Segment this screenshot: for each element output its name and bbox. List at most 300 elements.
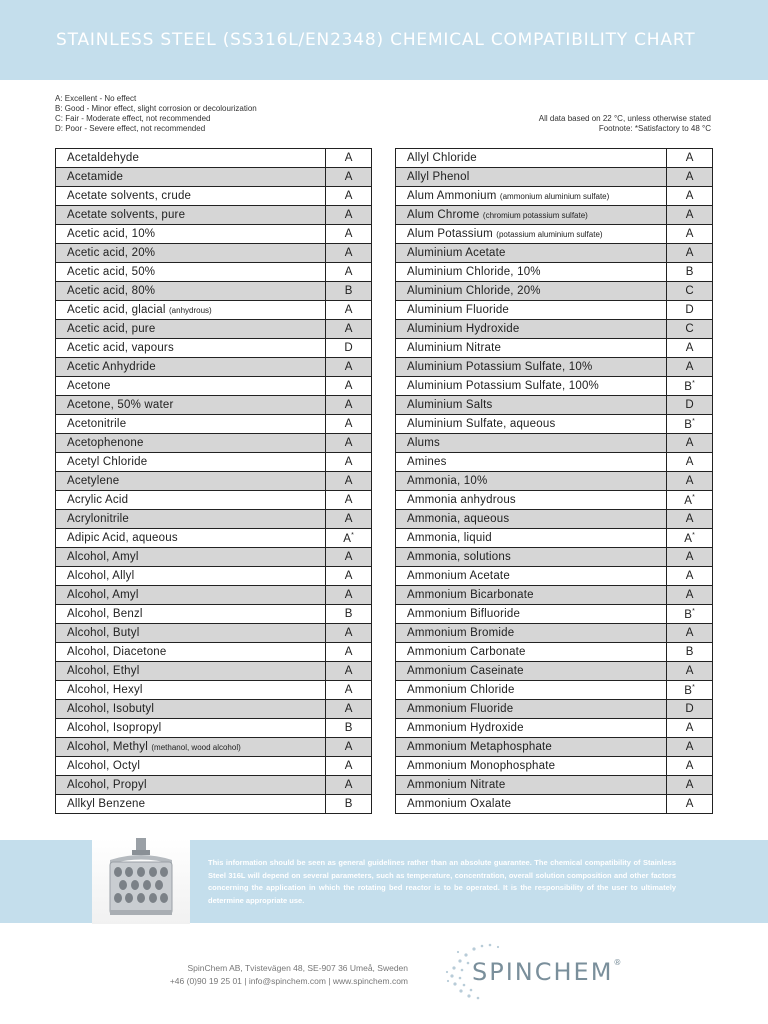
chemical-name-cell: [56, 643, 326, 662]
rating-cell: [667, 453, 713, 472]
rating-value: A: [344, 627, 353, 639]
rating-value: A: [344, 741, 353, 753]
table-row: [396, 491, 713, 510]
chemical-name-cell: [56, 415, 326, 434]
table-row: [56, 757, 372, 776]
chemical-name: Aluminium Nitrate: [407, 342, 502, 354]
chemical-name-cell: [56, 491, 326, 510]
company-address: [170, 962, 408, 988]
chemical-name: Ammonia anhydrous: [407, 494, 516, 506]
chemical-name-cell: [56, 225, 326, 244]
rating-cell: [667, 662, 713, 681]
spinchem-logo: [472, 958, 623, 986]
rating-value: B: [685, 266, 694, 278]
rating-cell: [667, 700, 713, 719]
table-row: [56, 510, 372, 529]
rating-cell: [326, 225, 372, 244]
rating-value: B: [684, 684, 693, 697]
rating-value: A: [685, 228, 694, 240]
rating-cell: [667, 358, 713, 377]
chemical-note: (chromium potassium sulfate): [482, 211, 588, 220]
rating-cell: [326, 700, 372, 719]
footnote-marker: *: [692, 493, 696, 501]
rating-value: A: [685, 741, 694, 753]
table-row: [56, 168, 372, 187]
rating-cell: [667, 548, 713, 567]
chemical-name: Alcohol, Methyl: [67, 741, 148, 753]
chemical-name-cell: [396, 662, 667, 681]
rating-cell: [326, 301, 372, 320]
table-row: [396, 377, 713, 396]
rating-value: A: [344, 437, 353, 449]
rating-cell: [326, 605, 372, 624]
chemical-name-cell: [396, 301, 667, 320]
rating-cell: [667, 244, 713, 263]
table-row: [396, 795, 713, 814]
chemical-name: Ammonium Chloride: [407, 684, 515, 696]
rating-value: A: [685, 665, 694, 677]
rating-cell: [667, 149, 713, 168]
chemical-name-cell: [396, 187, 667, 206]
rating-cell: [667, 434, 713, 453]
compatibility-table-right: [395, 148, 713, 814]
chemical-name-cell: [56, 548, 326, 567]
rating-cell: [667, 263, 713, 282]
table-row: [56, 453, 372, 472]
chemical-name: Ammonium Acetate: [407, 570, 510, 582]
table-row: [396, 548, 713, 567]
table-row: [396, 700, 713, 719]
table-row: [396, 567, 713, 586]
chemical-name: Alcohol, Isobutyl: [67, 703, 155, 715]
rating-value: A: [685, 342, 694, 354]
chemical-name: Ammonium Hydroxide: [407, 722, 524, 734]
table-row: [56, 377, 372, 396]
rating-value: B: [684, 608, 693, 621]
chemical-name: Aluminium Fluoride: [407, 304, 510, 316]
chemical-name: Acetic acid, 80%: [67, 285, 156, 297]
chemical-name: Ammonium Bifluoride: [407, 608, 521, 620]
rating-cell: [326, 510, 372, 529]
table-row: [396, 187, 713, 206]
chemical-name: Acetic Anhydride: [67, 361, 156, 373]
table-row: [396, 510, 713, 529]
table-row: [396, 282, 713, 301]
rating-cell: [667, 795, 713, 814]
chemical-name: Ammonium Bromide: [407, 627, 515, 639]
chemical-name-cell: [396, 434, 667, 453]
chemical-name: Alcohol, Diacetone: [67, 646, 167, 658]
chemical-name-cell: [56, 700, 326, 719]
chemical-name-cell: [396, 491, 667, 510]
rating-cell: [667, 738, 713, 757]
chemical-name-cell: [56, 586, 326, 605]
rating-cell: [667, 415, 713, 434]
chemical-name-cell: [396, 795, 667, 814]
chemical-name-cell: [56, 719, 326, 738]
rating-value: A: [685, 437, 694, 449]
rating-cell: [326, 738, 372, 757]
chemical-name: Alcohol, Hexyl: [67, 684, 143, 696]
chemical-name-cell: [396, 548, 667, 567]
rating-value: A: [344, 760, 353, 772]
table-row: [56, 320, 372, 339]
rating-cell: [667, 510, 713, 529]
chemical-name: Ammonium Monophosphate: [407, 760, 556, 772]
chemical-name-cell: [56, 168, 326, 187]
rotating-bed-reactor-image: [92, 838, 190, 924]
rating-value: A: [344, 209, 353, 221]
rating-value: B: [344, 722, 353, 734]
rating-value: A: [685, 551, 694, 563]
table-row: [396, 624, 713, 643]
chemical-name-cell: [396, 244, 667, 263]
rating-value: A: [344, 779, 353, 791]
rating-value: A: [344, 570, 353, 582]
table-row: [56, 301, 372, 320]
rating-cell: [326, 529, 372, 548]
table-row: [56, 225, 372, 244]
chemical-name-cell: [56, 149, 326, 168]
chemical-name: Aluminium Chloride, 20%: [407, 285, 541, 297]
rating-value: A: [344, 190, 353, 202]
table-row: [396, 320, 713, 339]
chemical-name-cell: [56, 510, 326, 529]
table-row: [56, 358, 372, 377]
chemical-name-cell: [56, 396, 326, 415]
table-row: [396, 206, 713, 225]
chemical-name: Acetone, 50% water: [67, 399, 174, 411]
chemical-name-cell: [56, 377, 326, 396]
chemical-name: Alums: [407, 437, 440, 449]
chemical-name-cell: [56, 757, 326, 776]
chemical-name-cell: [396, 643, 667, 662]
table-row: [56, 795, 372, 814]
chemical-name: Aluminium Potassium Sulfate, 100%: [407, 380, 599, 392]
rating-cell: [326, 377, 372, 396]
chemical-name: Alum Chrome: [407, 209, 480, 221]
chemical-name: Allyl Chloride: [407, 152, 477, 164]
address-line: SpinChem AB, Tvistevägen 48, SE-907 36 Umeå, Sweden: [187, 963, 408, 973]
chemical-name-cell: [396, 282, 667, 301]
rating-cell: [326, 149, 372, 168]
chemical-name-cell: [56, 301, 326, 320]
table-row: [56, 567, 372, 586]
chemical-name-cell: [56, 244, 326, 263]
rating-cell: [326, 320, 372, 339]
table-row: [56, 244, 372, 263]
rating-cell: [667, 282, 713, 301]
rating-value: A: [685, 171, 694, 183]
registered-mark: ®: [613, 958, 624, 967]
rating-cell: [326, 548, 372, 567]
chemical-name: Alum Ammonium: [407, 190, 497, 202]
rating-value: A: [344, 361, 353, 373]
chemical-name-cell: [396, 472, 667, 491]
rating-value: B: [344, 608, 353, 620]
chemical-name-cell: [56, 529, 326, 548]
footnote: Footnote: *Satisfactory to 48 °C: [598, 124, 711, 133]
rating-cell: [667, 491, 713, 510]
chemical-name: Acetic acid, 20%: [67, 247, 156, 259]
rating-value: A: [684, 532, 693, 545]
rating-value: A: [344, 418, 353, 430]
chemical-name: Alcohol, Propyl: [67, 779, 147, 791]
table-row: [56, 586, 372, 605]
chemical-name: Amines: [407, 456, 447, 468]
rating-value: A: [684, 494, 693, 507]
rating-value: A: [685, 570, 694, 582]
table-row: [56, 529, 372, 548]
rating-value: D: [685, 304, 694, 316]
chemical-name-cell: [396, 358, 667, 377]
chemical-name-cell: [56, 681, 326, 700]
rating-value: A: [344, 646, 353, 658]
chemical-name-cell: [56, 624, 326, 643]
rating-value: A: [344, 703, 353, 715]
table-row: [56, 605, 372, 624]
logo-wordmark: SPINCHEM: [472, 958, 614, 986]
rating-cell: [326, 643, 372, 662]
rating-value: A: [344, 247, 353, 259]
table-row: [396, 168, 713, 187]
rating-cell: [326, 282, 372, 301]
chemical-name-cell: [396, 415, 667, 434]
rating-value: D: [344, 342, 353, 354]
chemical-name-cell: [56, 453, 326, 472]
rating-cell: [667, 206, 713, 225]
chemical-name: Alcohol, Benzl: [67, 608, 143, 620]
chemical-name-cell: [56, 358, 326, 377]
table-row: [56, 263, 372, 282]
chemical-note: (potassium aluminium sulfate): [496, 230, 603, 239]
table-row: [396, 225, 713, 244]
table-row: [56, 624, 372, 643]
rating-value: B: [684, 418, 693, 431]
table-row: [396, 358, 713, 377]
rating-cell: [326, 776, 372, 795]
table-row: [396, 149, 713, 168]
rating-value: B: [344, 285, 353, 297]
chemical-name: Aluminium Potassium Sulfate, 10%: [407, 361, 593, 373]
chemical-name-cell: [396, 529, 667, 548]
chemical-name-cell: [396, 225, 667, 244]
chemical-name: Acetylene: [67, 475, 120, 487]
chemical-name: Acetamide: [67, 171, 124, 183]
chemical-name-cell: [56, 605, 326, 624]
chemical-name-cell: [56, 662, 326, 681]
table-row: [396, 738, 713, 757]
rating-cell: [667, 757, 713, 776]
chemical-name: Ammonium Nitrate: [407, 779, 506, 791]
table-row: [396, 396, 713, 415]
chemical-name: Adipic Acid, aqueous: [67, 532, 178, 544]
chemical-name: Acetic acid, glacial: [67, 304, 166, 316]
rating-cell: [667, 567, 713, 586]
rating-cell: [667, 681, 713, 700]
footnote-marker: *: [692, 607, 696, 615]
chemical-name-cell: [396, 149, 667, 168]
table-row: [396, 301, 713, 320]
rating-cell: [667, 624, 713, 643]
rating-value: A: [344, 380, 353, 392]
rating-cell: [326, 624, 372, 643]
chemical-name: Acetone: [67, 380, 111, 392]
chemical-name: Acetic acid, 50%: [67, 266, 156, 278]
chemical-name: Acrylonitrile: [67, 513, 130, 525]
rating-cell: [326, 567, 372, 586]
footnote-marker: *: [351, 531, 355, 539]
rating-value: A: [344, 171, 353, 183]
chemical-name-cell: [56, 206, 326, 225]
chemical-name-cell: [396, 453, 667, 472]
table-row: [56, 643, 372, 662]
rating-value: D: [685, 399, 694, 411]
rating-cell: [326, 187, 372, 206]
legend-d: D: Poor - Severe effect, not recommended: [55, 124, 206, 133]
chemical-name: Aluminium Hydroxide: [407, 323, 520, 335]
chemical-name: Ammonium Oxalate: [407, 798, 512, 810]
table-row: [396, 263, 713, 282]
rating-value: C: [685, 285, 694, 297]
rating-legend: [55, 94, 257, 134]
chemical-name-cell: [56, 282, 326, 301]
chemical-name-cell: [56, 567, 326, 586]
rating-value: A: [685, 760, 694, 772]
header-banner: [0, 0, 768, 80]
table-row: [396, 605, 713, 624]
chemical-name-cell: [396, 700, 667, 719]
chemical-name: Alcohol, Amyl: [67, 551, 139, 563]
chemical-name: Aluminium Chloride, 10%: [407, 266, 541, 278]
rating-value: A: [344, 399, 353, 411]
chemical-name-cell: [396, 510, 667, 529]
chemical-name-cell: [56, 776, 326, 795]
table-row: [56, 719, 372, 738]
chemical-name: Acetic acid, 10%: [67, 228, 156, 240]
rating-cell: [326, 757, 372, 776]
disclaimer-text: This information should be seen as general guidelines rather than an absolute guarantee. The chemical compatibility of Stainless Steel 316L will depend on several parameters, such as temperature, concentration, overall solution composition and other factors concerning the application in which the rotating bed reactor is to be operated. It is the responsibility of the user to ultimately determine appropriate use.: [208, 858, 676, 905]
table-row: [396, 662, 713, 681]
rating-value: A: [344, 551, 353, 563]
rating-value: A: [344, 266, 353, 278]
chemical-name: Alcohol, Octyl: [67, 760, 141, 772]
rating-value: A: [344, 589, 353, 601]
rating-cell: [326, 662, 372, 681]
rating-cell: [667, 396, 713, 415]
chemical-name-cell: [396, 168, 667, 187]
chemical-name: Alcohol, Allyl: [67, 570, 135, 582]
table-row: [56, 662, 372, 681]
rating-cell: [667, 472, 713, 491]
table-row: [396, 339, 713, 358]
rating-value: A: [685, 361, 694, 373]
chemical-name: Alcohol, Isopropyl: [67, 722, 162, 734]
footnote-marker: *: [692, 531, 696, 539]
legend-b: B: Good - Minor effect, slight corrosion or decolourization: [55, 104, 257, 113]
chemical-note: (anhydrous): [169, 306, 212, 315]
rating-value: A: [344, 475, 353, 487]
chemical-name: Alcohol, Ethyl: [67, 665, 140, 677]
chemical-name: Ammonium Bicarbonate: [407, 589, 534, 601]
chemical-name: Alcohol, Amyl: [67, 589, 139, 601]
chemical-name-cell: [396, 776, 667, 795]
rating-cell: [326, 586, 372, 605]
rating-value: C: [685, 323, 694, 335]
rating-value: A: [344, 152, 353, 164]
rating-value: A: [685, 798, 694, 810]
table-row: [56, 187, 372, 206]
table-row: [56, 415, 372, 434]
table-row: [396, 586, 713, 605]
chemical-name-cell: [56, 320, 326, 339]
chemical-name-cell: [396, 605, 667, 624]
chemical-name-cell: [396, 339, 667, 358]
rating-cell: [326, 244, 372, 263]
table-row: [56, 681, 372, 700]
rating-value: A: [344, 684, 353, 696]
rating-value: A: [685, 722, 694, 734]
rating-cell: [326, 358, 372, 377]
table-row: [56, 548, 372, 567]
chemical-name-cell: [396, 719, 667, 738]
rating-cell: [667, 320, 713, 339]
rating-value: A: [685, 589, 694, 601]
chemical-name: Allkyl Benzene: [67, 798, 146, 810]
table-row: [56, 396, 372, 415]
rating-cell: [667, 377, 713, 396]
table-row: [56, 472, 372, 491]
rating-value: A: [685, 513, 694, 525]
chemical-name-cell: [56, 472, 326, 491]
table-row: [56, 491, 372, 510]
rating-cell: [326, 206, 372, 225]
chemical-name: Acetonitrile: [67, 418, 127, 430]
table-row: [56, 206, 372, 225]
chemical-name: Ammonia, solutions: [407, 551, 511, 563]
table-row: [396, 244, 713, 263]
rating-value: B: [344, 798, 353, 810]
rating-value: A: [344, 665, 353, 677]
rating-value: A: [685, 475, 694, 487]
rating-cell: [326, 795, 372, 814]
chemical-name: Acetate solvents, pure: [67, 209, 186, 221]
chemical-name: Ammonium Carbonate: [407, 646, 526, 658]
rating-cell: [326, 339, 372, 358]
rating-cell: [326, 491, 372, 510]
table-row: [396, 643, 713, 662]
chemical-name-cell: [56, 263, 326, 282]
legend-a: A: Excellent - No effect: [55, 94, 137, 103]
rating-value: A: [685, 779, 694, 791]
rating-value: A: [685, 209, 694, 221]
table-row: [56, 149, 372, 168]
data-notes: [539, 114, 711, 134]
chemical-name: Acetate solvents, crude: [67, 190, 192, 202]
rating-cell: [667, 301, 713, 320]
chemical-name: Acrylic Acid: [67, 494, 129, 506]
chemical-name: Acetophenone: [67, 437, 144, 449]
rating-cell: [326, 453, 372, 472]
chemical-name-cell: [396, 396, 667, 415]
chemical-name-cell: [56, 434, 326, 453]
temperature-note: All data based on 22 °C, unless otherwise stated: [538, 114, 711, 123]
footnote-marker: *: [692, 683, 696, 691]
rating-cell: [667, 187, 713, 206]
chemical-name: Aluminium Salts: [407, 399, 493, 411]
rating-cell: [667, 719, 713, 738]
chemical-name: Alum Potassium: [407, 228, 493, 240]
